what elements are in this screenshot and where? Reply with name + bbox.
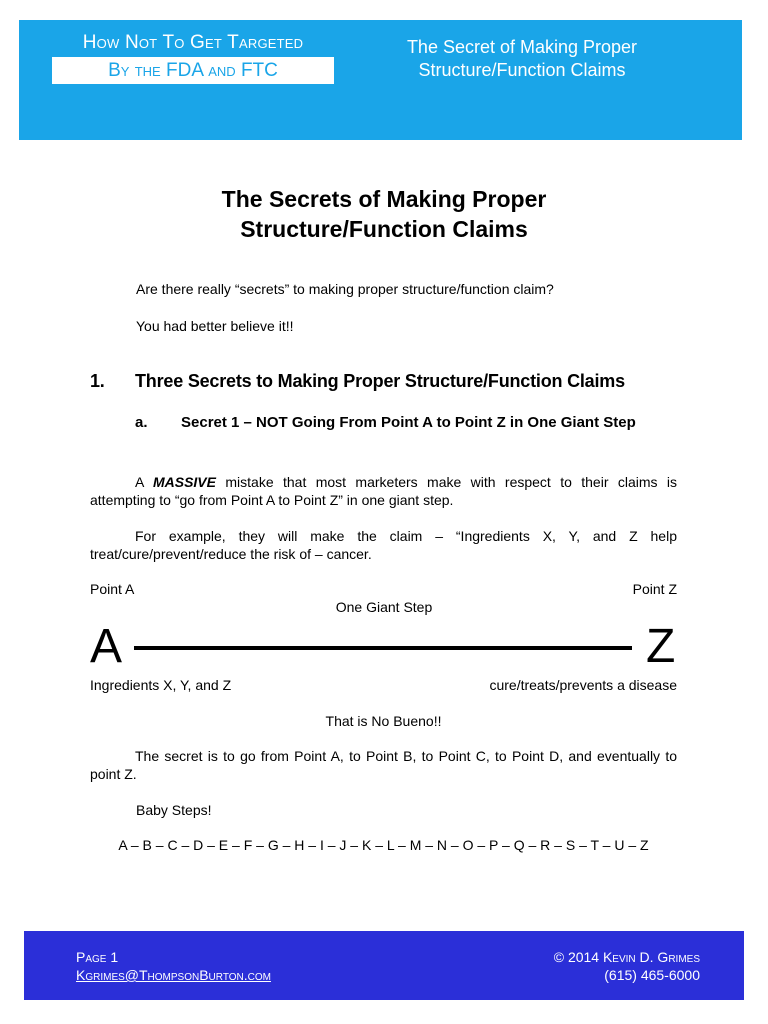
subsection-letter: a. (135, 414, 148, 431)
section-heading (90, 371, 625, 392)
page-title: The Secrets of Making Proper Structure/Function Claims (221, 186, 547, 242)
subsection-title: Secret 1 – NOT Going From Point A to Point Z in One Giant Step (181, 414, 636, 431)
series-subtitle: By the FDA and FTC (52, 57, 334, 84)
copyright-text: © 2014 Kevin D. Grimes (553, 949, 700, 965)
paragraph-secret: The secret is to go from Point A, to Point B, to Point C, to Point D, and eventually to point Z. (90, 748, 677, 782)
point-z-label: Point Z (632, 581, 677, 597)
letter-sequence: A – B – C – D – E – F – G – H – I – J – K – L – M – N – O – P – Q – R – S – T – U – Z (118, 837, 649, 853)
paragraph-example: For example, they will make the claim – “Ingredients X, Y, and Z help treat/cure/prevent/reduce the risk of – cancer. (90, 528, 677, 562)
baby-steps-text: Baby Steps! (136, 802, 212, 818)
paragraph-massive-emphasis: MASSIVE (152, 474, 216, 490)
giant-step-line (134, 646, 632, 650)
footer-left (76, 948, 271, 984)
page-number: Page 1 (76, 949, 119, 965)
intro-question: Are there really “secrets” to making proper structure/function claim? (136, 281, 554, 297)
paragraph-massive (90, 473, 677, 509)
letter-a: A (90, 620, 123, 673)
disease-caption: cure/treats/prevents a disease (489, 677, 677, 693)
footer-bar (24, 931, 744, 1000)
subsection-heading (135, 412, 680, 433)
paragraph-massive-prefix: A (135, 474, 144, 490)
series-title: How Not To Get Targeted (82, 32, 304, 53)
email-link[interactable]: Kgrimes@ThompsonBurton.com (76, 967, 271, 983)
giant-step-label: One Giant Step (335, 599, 433, 615)
letter-z: Z (646, 620, 676, 673)
intro-answer: You had better believe it!! (136, 318, 294, 334)
section-number: 1. (90, 371, 105, 391)
phone-number: (615) 465-6000 (604, 967, 700, 983)
footer-right (554, 948, 700, 984)
no-bueno-text: That is No Bueno!! (325, 713, 442, 729)
paragraph-massive-rest: mistake that most marketers make with respect to their claims is attempting to “go from Point A to Point Z” in one giant step. (90, 474, 678, 508)
ingredients-caption: Ingredients X, Y, and Z (90, 677, 232, 693)
point-a-label: Point A (90, 581, 135, 597)
chapter-title: The Secret of Making Proper Structure/Function Claims (406, 37, 638, 80)
section-title: Three Secrets to Making Proper Structure/Function Claims (135, 371, 625, 391)
